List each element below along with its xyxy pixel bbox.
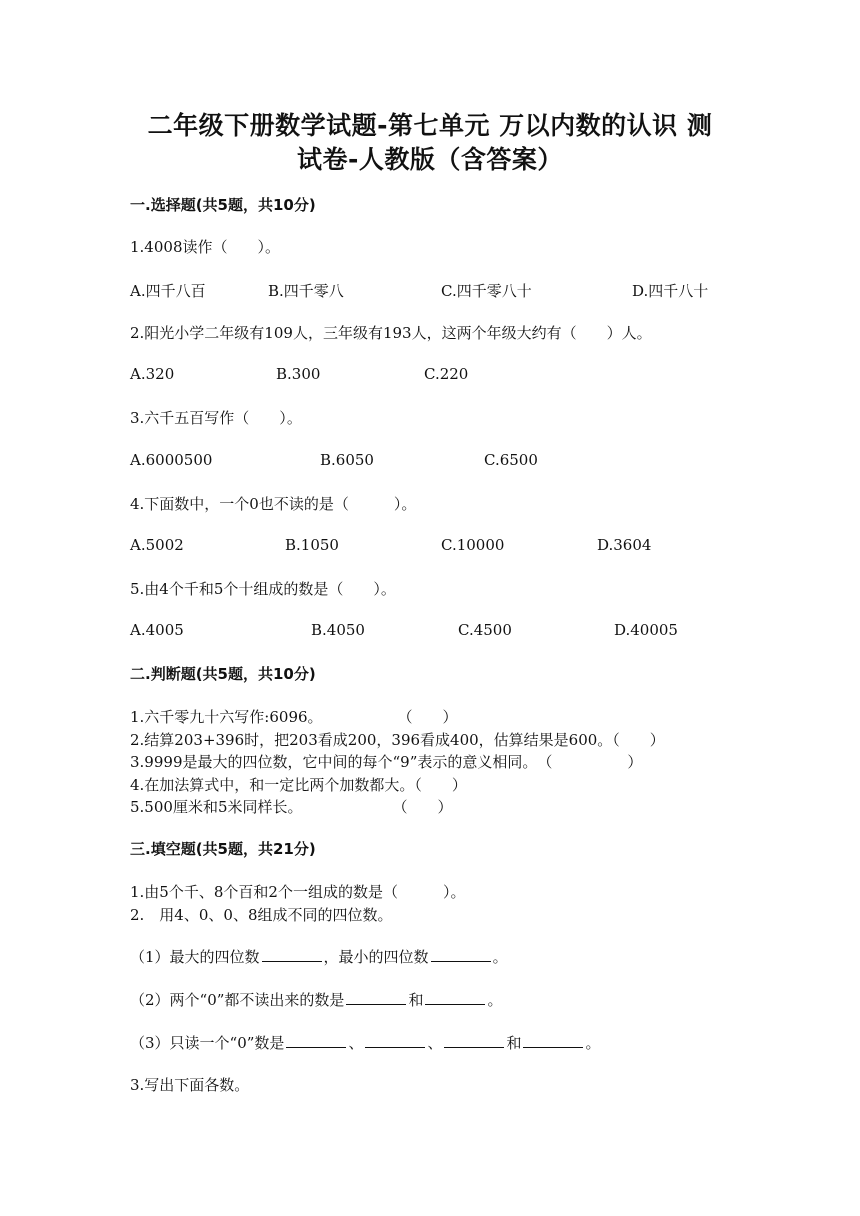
option-d: D.四千八十: [632, 282, 709, 300]
section-heading-fill: 三.填空题(共5题，共21分): [130, 840, 316, 858]
page-title-line-2: 试卷-人教版（含答案）: [297, 145, 563, 174]
option-a: A.5002: [130, 536, 184, 554]
option-d: D.3604: [597, 536, 652, 554]
question-5: 5.由4个千和5个十组成的数是（ ）。: [130, 580, 396, 598]
option-a: A.四千八百: [130, 282, 206, 300]
fill-question-2-part-3: （3）只读一个“0”数是 、 、 和 。: [130, 1034, 601, 1052]
fill-question-1: 1.由5个千、8个百和2个一组成的数是（ ）。: [130, 883, 466, 901]
answer-blank[interactable]: [523, 1033, 583, 1048]
option-a: A.320: [130, 365, 175, 383]
judgement-item-2: 2.结算203+396时，把203看成200，396看成400，估算结果是600。（ ）: [130, 731, 665, 749]
answer-blank[interactable]: [425, 990, 485, 1005]
question-3: 3.六千五百写作（ ）。: [130, 409, 302, 427]
question-1: 1.4008读作（ ）。: [130, 238, 280, 256]
judgement-item-4: 4.在加法算式中，和一定比两个加数都大。（ ）: [130, 776, 467, 794]
section-heading-judgement: 二.判断题(共5题，共10分): [130, 665, 316, 683]
option-c: C.220: [424, 365, 469, 383]
judgement-item-1: 1.六千零九十六写作:6096。 （ ）: [130, 708, 458, 726]
option-b: B.4050: [311, 621, 365, 639]
section-heading-choice: 一.选择题(共5题，共10分): [130, 196, 316, 214]
answer-blank[interactable]: [262, 947, 322, 962]
answer-blank[interactable]: [365, 1033, 425, 1048]
fill-question-2-part-2: （2）两个“0”都不读出来的数是 和 。: [130, 991, 503, 1009]
answer-blank[interactable]: [431, 947, 491, 962]
judgement-item-5: 5.500厘米和5米同样长。 （ ）: [130, 798, 453, 816]
question-2: 2.阳光小学二年级有109人，三年级有193人，这两个年级大约有（ ）人。: [130, 324, 652, 342]
fill-question-3: 3.写出下面各数。: [130, 1076, 250, 1094]
option-a: A.4005: [130, 621, 184, 639]
option-c: C.6500: [484, 451, 538, 469]
option-c: C.4500: [458, 621, 512, 639]
judgement-item-3: 3.9999是最大的四位数，它中间的每个“9”表示的意义相同。 （ ）: [130, 753, 643, 771]
option-a: A.6000500: [130, 451, 213, 469]
answer-blank[interactable]: [346, 990, 406, 1005]
fill-question-2: 2. 用4、0、0、8组成不同的四位数。: [130, 906, 393, 924]
fill-question-2-part-1: （1）最大的四位数 ，最小的四位数 。: [130, 948, 508, 966]
option-c: C.10000: [441, 536, 505, 554]
answer-blank[interactable]: [444, 1033, 504, 1048]
page-title-line-1: 二年级下册数学试题-第七单元 万以内数的认识 测: [147, 111, 713, 140]
option-b: B.四千零八: [268, 282, 344, 300]
answer-blank[interactable]: [286, 1033, 346, 1048]
option-b: B.1050: [285, 536, 339, 554]
option-d: D.40005: [614, 621, 678, 639]
option-b: B.6050: [320, 451, 374, 469]
option-b: B.300: [276, 365, 321, 383]
question-4: 4.下面数中，一个0也不读的是（ ）。: [130, 495, 417, 513]
option-c: C.四千零八十: [441, 282, 532, 300]
